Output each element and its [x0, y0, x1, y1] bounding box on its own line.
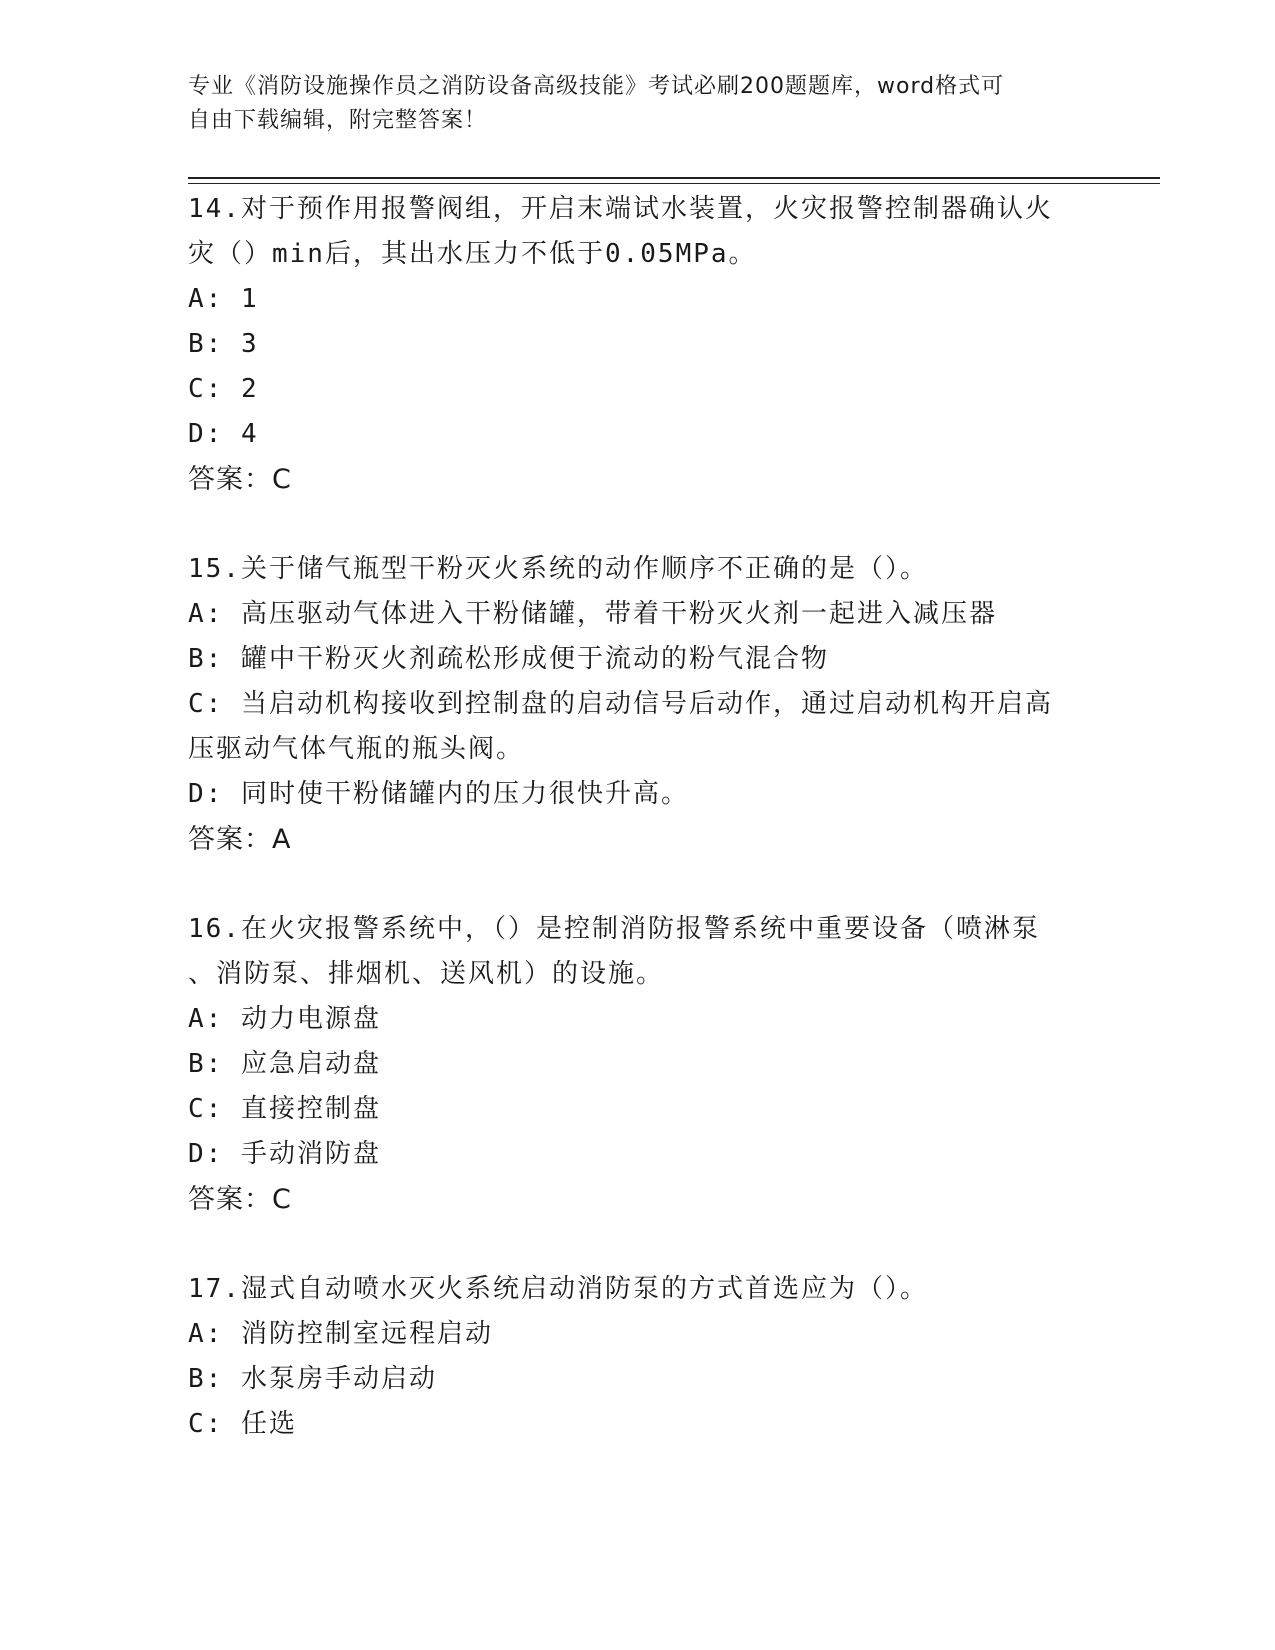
- option-c: C: 直接控制盘: [188, 1094, 381, 1124]
- question-list: [188, 187, 1088, 1447]
- option-a: A: 1: [188, 284, 259, 314]
- option-c: C: 当启动机构接收到控制盘的启动信号后动作，通过启动机构开启高: [188, 689, 1053, 719]
- option-b: B: 水泵房手动启动: [188, 1364, 437, 1394]
- option-d: D: 4: [188, 419, 259, 449]
- option-d: D: 手动消防盘: [188, 1139, 381, 1169]
- question-14: [188, 187, 1088, 502]
- answer-line: 答案：C: [188, 1184, 292, 1215]
- option-a: A: 动力电源盘: [188, 1004, 381, 1034]
- header-line-1: 专业《消防设施操作员之消防设备高级技能》考试必刷200题题库，word格式可: [188, 74, 1005, 99]
- answer-line: 答案：C: [188, 464, 292, 495]
- question-17: [188, 1267, 1088, 1447]
- header-line-2: 自由下载编辑，附完整答案！: [188, 108, 488, 133]
- option-c-continued: 压驱动气体气瓶的瓶头阀。: [188, 734, 525, 764]
- option-b: B: 应急启动盘: [188, 1049, 381, 1079]
- question-15: [188, 547, 1088, 862]
- option-a: A: 消防控制室远程启动: [188, 1319, 493, 1349]
- header-divider-thick: [188, 177, 1160, 179]
- document-header: [188, 70, 1068, 138]
- question-stem-continued: 灾（）min后，其出水压力不低于0.05MPa。: [188, 239, 757, 269]
- option-b: B: 罐中干粉灭火剂疏松形成便于流动的粉气混合物: [188, 644, 829, 674]
- question-stem: 15.关于储气瓶型干粉灭火系统的动作顺序不正确的是（）。: [188, 554, 928, 584]
- answer-line: 答案：A: [188, 824, 292, 855]
- option-b: B: 3: [188, 329, 259, 359]
- question-16: [188, 907, 1088, 1222]
- option-c: C: 2: [188, 374, 259, 404]
- option-d: D: 同时使干粉储罐内的压力很快升高。: [188, 779, 689, 809]
- question-stem: 14.对于预作用报警阀组，开启末端试水装置，火灾报警控制器确认火: [188, 194, 1053, 224]
- option-a: A: 高压驱动气体进入干粉储罐，带着干粉灭火剂一起进入减压器: [188, 599, 997, 629]
- question-stem: 17.湿式自动喷水灭火系统启动消防泵的方式首选应为（）。: [188, 1274, 928, 1304]
- question-stem-continued: 、消防泵、排烟机、送风机）的设施。: [188, 959, 665, 989]
- header-divider-thin: [188, 183, 1160, 184]
- question-stem: 16.在火灾报警系统中，（）是控制消防报警系统中重要设备（喷淋泵: [188, 914, 1040, 944]
- option-c: C: 任选: [188, 1409, 297, 1439]
